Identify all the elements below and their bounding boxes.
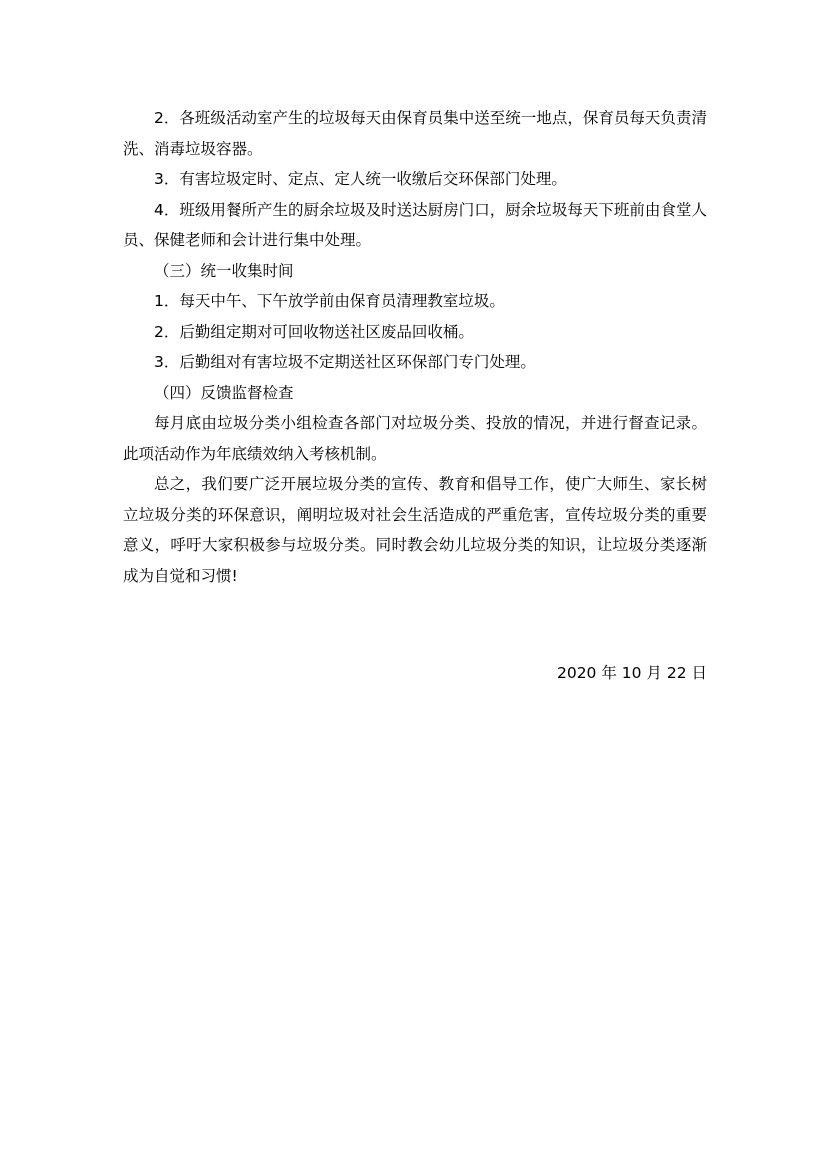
paragraph-collection-1: 1．每天中午、下午放学前由保育员清理教室垃圾。 [154,292,505,310]
section-heading-feedback: （四）反馈监督检查 [154,383,294,402]
paragraph-collection-2: 2．后勤组定期对可回收物送社区废品回收桶。 [154,322,474,341]
paragraph-item-3: 3．有害垃圾定时、定点、定人统一收缴后交环保部门处理。 [154,170,567,188]
document-body [123,103,707,682]
paragraph-item-4: 4．班级用餐所产生的厨余垃圾及时送达厨房门口，厨余垃圾每天下班前由食堂人员、保健老师和会计进行集中处理。 [123,200,707,249]
paragraph-item-2: 2．各班级活动室产生的垃圾每天由保育员集中送至统一地点，保育员每天负责清洗、消毒垃圾容器。 [123,109,707,158]
paragraph-summary: 总之，我们要广泛开展垃圾分类的宣传、教育和倡导工作，使广大师生、家长树立垃圾分类的环保意识，阐明垃圾对社会生活造成的严重危害，宣传垃圾分类的重要意义，呼吁大家积极参与垃圾分类。同时教会幼儿垃圾分类的知识，让垃圾分类逐渐成为自觉和习惯! [123,475,707,585]
document-date: 2020 年 10 月 22 日 [556,664,707,682]
paragraph-feedback: 每月底由垃圾分类小组检查各部门对垃圾分类、投放的情况，并进行督查记录。此项活动作为年底绩效纳入考核机制。 [123,414,707,463]
section-heading-collection-time: （三）统一收集时间 [154,261,294,280]
paragraph-collection-3: 3．后勤组对有害垃圾不定期送社区环保部门专门处理。 [154,353,536,371]
